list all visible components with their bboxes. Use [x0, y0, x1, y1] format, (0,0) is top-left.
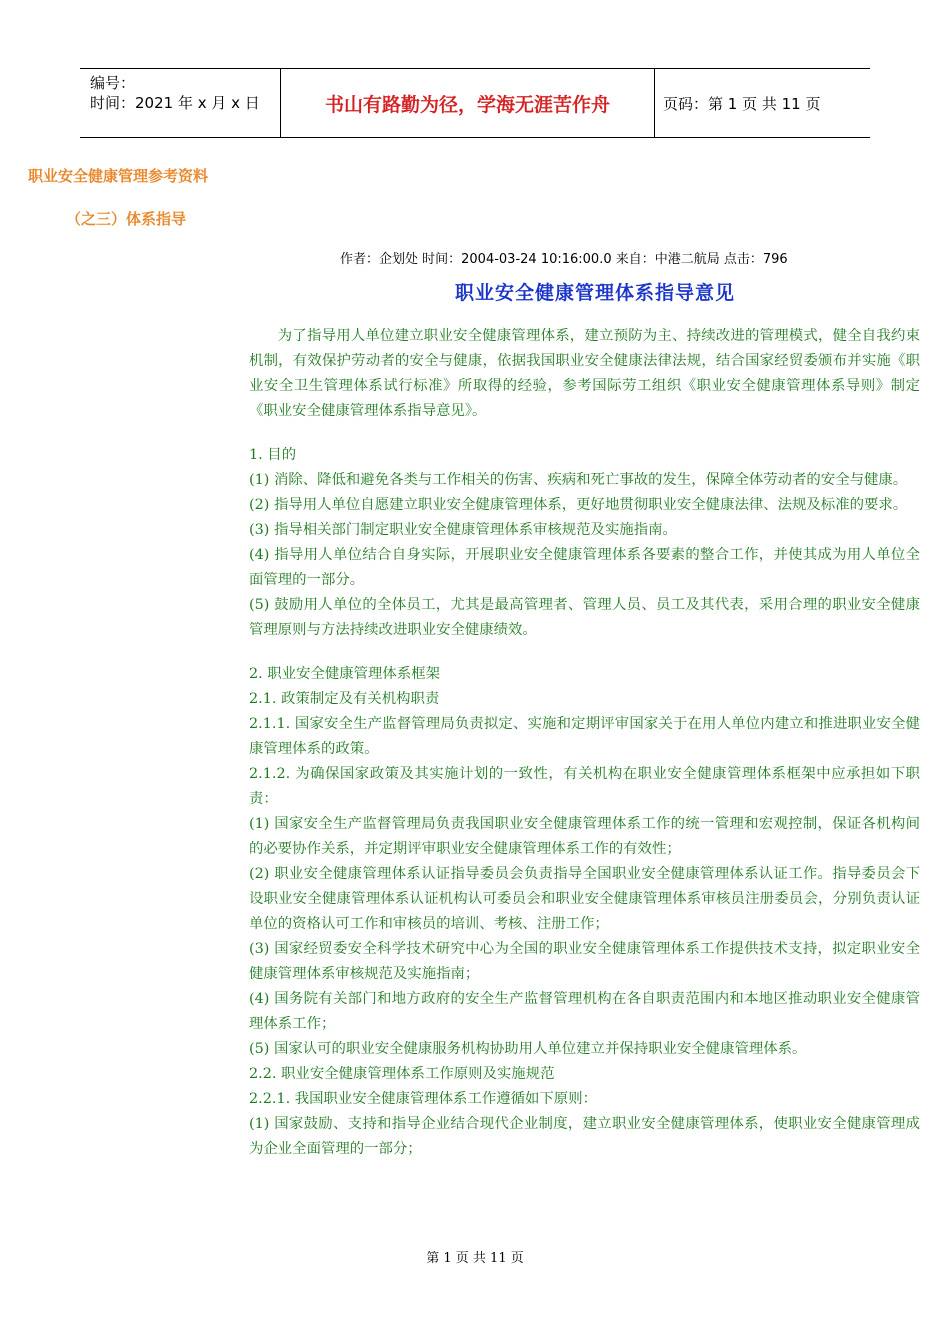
time-label: 时间：2021 年 x 月 x 日 [90, 94, 260, 112]
section-framework [249, 662, 920, 1162]
motto: 书山有路勤为径，学海无涯苦作舟 [281, 69, 655, 137]
page-info: 页码：第 1 页 共 11 页 [663, 94, 821, 113]
article-meta: 作者：企划处 时间：2004-03-24 10:16:00.0 来自：中港二航局 点击：796 [340, 252, 788, 267]
header-left-cell [80, 69, 281, 137]
paragraph-item: (5) 国家认可的职业安全健康服务机构协助用人单位建立并保持职业安全健康管理体系。 [249, 1041, 807, 1057]
page-footer: 第 1 页 共 11 页 [426, 1251, 524, 1266]
paragraph-item: (3) 指导相关部门制定职业安全健康管理体系审核规范及实施指南。 [249, 522, 677, 538]
document-title: 职业安全健康管理体系指导意见 [454, 282, 735, 304]
section-subtitle: （之三）体系指导 [66, 210, 187, 228]
paragraph-item: (2) 职业安全健康管理体系认证指导委员会负责指导全国职业安全健康管理体系认证工作。指导委员会下设职业安全健康管理体系认证机构认可委员会和职业安全健康管理体系审核员注册委员会，分别负责认证单位的资格认可工作和审核员的培训、考核、注册工作； [249, 866, 920, 932]
paragraph-item: (1) 消除、降低和避免各类与工作相关的伤害、疾病和死亡事故的发生，保障全体劳动者的安全与健康。 [249, 472, 908, 488]
paragraph-item: 2. 职业安全健康管理体系框架 [249, 666, 440, 682]
section-purpose [249, 443, 920, 643]
paragraph-item: (1) 国家安全生产监督管理局负责我国职业安全健康管理体系工作的统一管理和宏观控制，保证各机构间的必要协作关系，并定期评审职业安全健康管理体系工作的有效性； [249, 816, 920, 857]
paragraph-item: (5) 鼓励用人单位的全体员工，尤其是最高管理者、管理人员、员工及其代表，采用合理的职业安全健康管理原则与方法持续改进职业安全健康绩效。 [249, 597, 920, 638]
paragraph-item: (2) 指导用人单位自愿建立职业安全健康管理体系，更好地贯彻职业安全健康法律、法规及标准的要求。 [249, 497, 908, 513]
document-body [249, 324, 920, 1162]
intro-paragraph: 为了指导用人单位建立职业安全健康管理体系，建立预防为主、持续改进的管理模式，健全自我约束机制，有效保护劳动者的安全与健康，依据我国职业安全健康法律法规，结合国家经贸委颁布并实施《职业安全卫生管理体系试行标准》所取得的经验，参考国际劳工组织《职业安全健康管理体系导则》制定《职业安全健康管理体系指导意见》。 [249, 328, 920, 419]
paragraph-item: 2.2. 职业安全健康管理体系工作原则及实施规范 [249, 1066, 555, 1082]
paragraph-item: (1) 国家鼓励、支持和指导企业结合现代企业制度，建立职业安全健康管理体系，使职业安全健康管理成为企业全面管理的一部分； [249, 1116, 920, 1157]
paragraph-item: 2.1. 政策制定及有关机构职责 [249, 691, 440, 707]
paragraph-item: (4) 指导用人单位结合自身实际，开展职业安全健康管理体系各要素的整合工作，并使其成为用人单位全面管理的一部分。 [249, 547, 920, 588]
paragraph-item: (4) 国务院有关部门和地方政府的安全生产监督管理机构在各自职责范围内和本地区推动职业安全健康管理体系工作； [249, 991, 920, 1032]
paragraph-item: 1. 目的 [249, 447, 297, 463]
paragraph-item: (3) 国家经贸委安全科学技术研究中心为全国的职业安全健康管理体系工作提供技术支持，拟定职业安全健康管理体系审核规范及实施指南； [249, 941, 920, 982]
number-label: 编号： [90, 74, 136, 92]
section-title: 职业安全健康管理参考资料 [28, 167, 209, 185]
paragraph-item: 2.1.2. 为确保国家政策及其实施计划的一致性，有关机构在职业安全健康管理体系框架中应承担如下职责： [249, 766, 920, 807]
paragraph-item: 2.1.1. 国家安全生产监督管理局负责拟定、实施和定期评审国家关于在用人单位内建立和推进职业安全健康管理体系的政策。 [249, 716, 920, 757]
page-header [80, 68, 870, 138]
paragraph-item: 2.2.1. 我国职业安全健康管理体系工作遵循如下原则： [249, 1091, 597, 1107]
